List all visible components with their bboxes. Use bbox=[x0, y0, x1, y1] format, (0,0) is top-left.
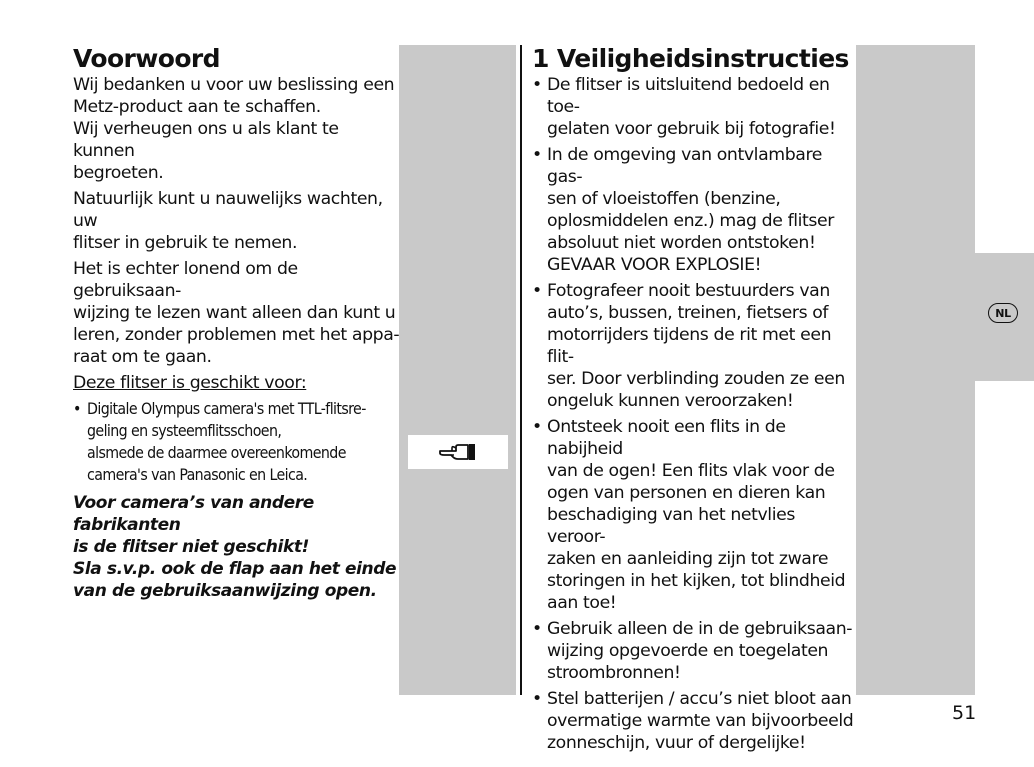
left-margin-column bbox=[399, 45, 516, 695]
paragraph-3: Het is echter lonend om de gebruiksaan- wijzing te lezen want alleen dan kunt u leren, zonder problemen met het appa- raat om te gaan. bbox=[73, 259, 400, 367]
safety-item bbox=[532, 280, 854, 412]
safety-item-line: storingen in het kijken, tot blindheid bbox=[547, 571, 846, 591]
safety-item-line: zaken en aanleiding zijn tot zware bbox=[547, 549, 829, 569]
safety-item-line: ongeluk kunnen veroorzaken! bbox=[547, 391, 794, 411]
safety-list bbox=[532, 74, 854, 754]
safety-item-line: overmatige warmte van bijvoorbeeld bbox=[547, 711, 854, 731]
section-title-safety: 1 Veiligheidsinstructies bbox=[532, 44, 849, 73]
safety-item bbox=[532, 416, 854, 614]
safety-item-line: beschadiging van het netvlies veroor- bbox=[547, 505, 795, 547]
safety-item-line: absoluut niet worden ontstoken! bbox=[547, 233, 816, 253]
page-number: 51 bbox=[952, 702, 977, 724]
safety-item-line: In de omgeving van ontvlambare gas- bbox=[547, 145, 823, 187]
compatibility-note: Voor camera’s van andere fabrikanten is de flitser niet geschikt! Sla s.v.p. ook de flap aan het einde van de gebruiksaanwijzing open. bbox=[73, 493, 397, 601]
paragraph-1: Wij bedanken u voor uw beslissing een Metz-product aan te schaffen. Wij verheugen ons u als klant te kunnen begroeten. bbox=[73, 75, 395, 183]
right-margin-column bbox=[856, 45, 975, 695]
section-title-voorwoord: Voorwoord bbox=[73, 44, 220, 73]
bullet-dot: • bbox=[532, 689, 542, 709]
paragraph-2: Natuurlijk kunt u nauwelijks wachten, uw flitser in gebruik te nemen. bbox=[73, 189, 383, 253]
safety-item-line: Ontsteek nooit een flits in de nabijheid bbox=[547, 417, 786, 459]
safety-item-line: oplosmiddelen enz.) mag de flitser bbox=[547, 211, 834, 231]
safety-item-line: De flitser is uitsluitend bedoeld en toe- bbox=[547, 75, 830, 117]
safety-item bbox=[532, 74, 854, 140]
safety-item-line: wijzing opgevoerde en toegelaten bbox=[547, 641, 829, 661]
bullet-dot: • bbox=[532, 281, 542, 301]
safety-item-line: Stel batterijen / accu’s niet bloot aan bbox=[547, 689, 852, 709]
safety-item bbox=[532, 144, 854, 276]
intro-text bbox=[73, 74, 403, 394]
safety-item bbox=[532, 688, 854, 754]
suitable-heading: Deze flitser is geschikt voor: bbox=[73, 373, 307, 393]
safety-item-line: ser. Door verblinding zouden ze een bbox=[547, 369, 845, 389]
bullet-dot: • bbox=[532, 145, 542, 165]
safety-item-line: auto’s, bussen, treinen, fietsers of bbox=[547, 303, 829, 323]
safety-item-line: GEVAAR VOOR EXPLOSIE! bbox=[547, 255, 762, 275]
safety-item-line: Gebruik alleen de in de gebruiksaan- bbox=[547, 619, 853, 639]
safety-item-line: motorrijders tijdens de rit met een flit- bbox=[547, 325, 832, 367]
compatibility-bullet: • Digitale Olympus camera's met TTL-flitsre- geling en systeemflitsschoen, alsmede de daarmee overeenkomende camera's van Panasonic en Leica. bbox=[73, 399, 366, 484]
safety-item-line: gelaten voor gebruik bij fotografie! bbox=[547, 119, 836, 139]
safety-item-line: ogen van personen en dieren kan bbox=[547, 483, 826, 503]
bullet-dot: • bbox=[532, 619, 542, 639]
safety-item-line: van de ogen! Een flits vlak voor de bbox=[547, 461, 835, 481]
right-column bbox=[532, 44, 854, 758]
note-marker bbox=[408, 435, 508, 469]
safety-item-line: aan toe! bbox=[547, 593, 617, 613]
safety-item-line: zonneschijn, vuur of dergelijke! bbox=[547, 733, 806, 753]
bullet-dot: • bbox=[532, 75, 542, 95]
safety-item-line: sen of vloeistoffen (benzine, bbox=[547, 189, 781, 209]
pointing-hand-icon bbox=[438, 440, 478, 464]
bullet-dot: • bbox=[532, 417, 542, 437]
safety-item-line: stroombronnen! bbox=[547, 663, 681, 683]
column-divider bbox=[520, 45, 522, 695]
language-badge: NL bbox=[988, 303, 1018, 323]
left-column bbox=[73, 44, 403, 602]
safety-item-line: Fotografeer nooit bestuurders van bbox=[547, 281, 830, 301]
safety-item bbox=[532, 618, 854, 684]
